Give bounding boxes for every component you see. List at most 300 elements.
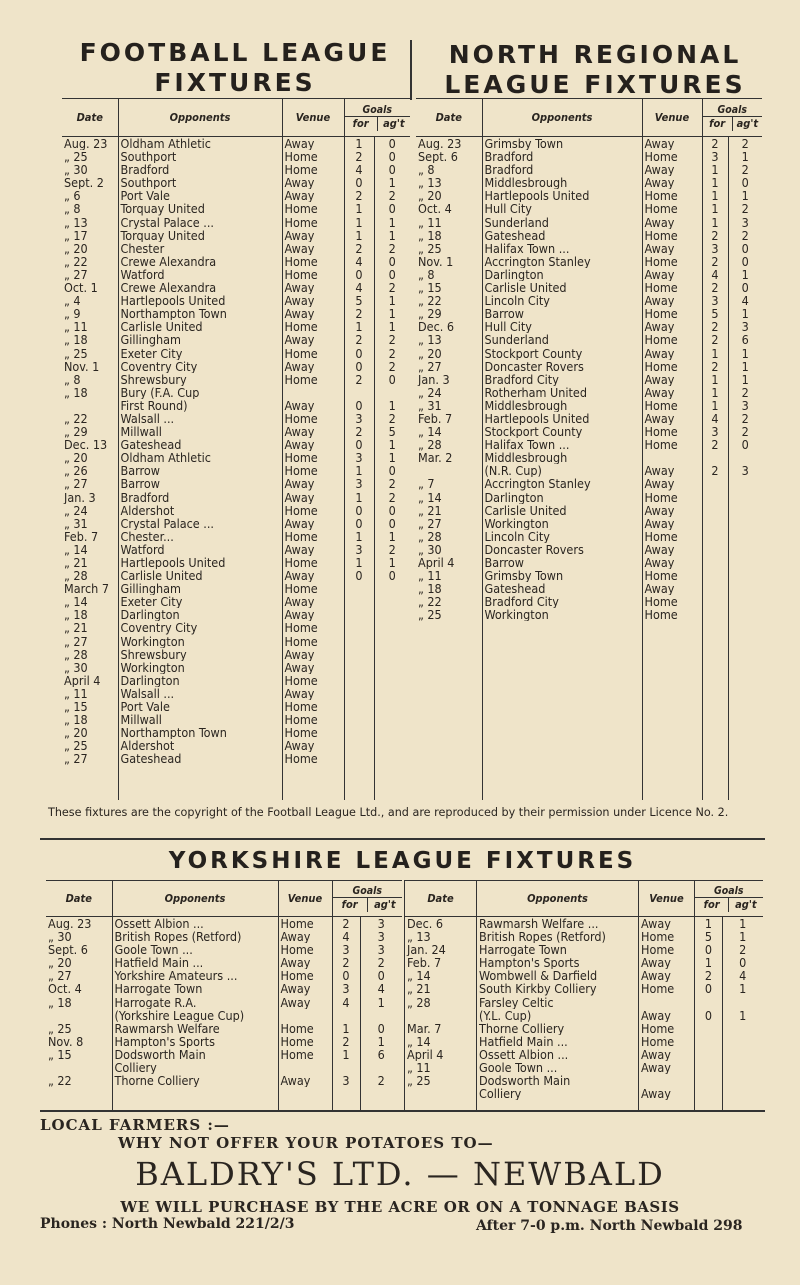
fixture-venue: Away — [282, 739, 344, 752]
fixture-row — [62, 294, 410, 307]
fixture-venue: Away — [282, 189, 344, 202]
fixture-goals-for: 2 — [344, 373, 374, 386]
fixture-row — [416, 451, 762, 464]
fixture-venue: Home — [282, 320, 344, 333]
fixture-goals-against: 2 — [728, 386, 762, 399]
fixture-venue: Home — [639, 943, 695, 956]
fixture-venue: Home — [639, 1022, 695, 1035]
fixture-row — [416, 320, 762, 333]
yl-right-date-header: Date — [405, 881, 477, 917]
fixture-date: „ 31 — [64, 516, 88, 530]
fixture-goals-for — [702, 582, 728, 595]
fixture-goals-against: 4 — [360, 982, 402, 995]
fixture-row — [416, 595, 762, 608]
fixture-row — [416, 386, 762, 399]
fixture-row — [62, 320, 410, 333]
fixture-goals-for: 1 — [344, 530, 374, 543]
fixture-goals-against: 2 — [360, 1074, 402, 1087]
fixture-venue: Away — [278, 996, 332, 1009]
fixture-date: „ 28 — [418, 529, 442, 543]
fixture-goals-for: 4 — [332, 930, 360, 943]
fixture-venue: Home — [282, 530, 344, 543]
fixture-opponent: Colliery — [477, 1087, 639, 1100]
fixture-date: „ 4 — [64, 294, 81, 308]
football-league-title — [70, 38, 400, 98]
filler-cell — [62, 766, 118, 801]
fixture-goals-against: 2 — [728, 425, 762, 438]
fixture-goals-against: 1 — [374, 556, 410, 569]
fixture-goals-against: 6 — [360, 1048, 402, 1061]
fixture-date: „ 20 — [64, 241, 88, 255]
fixture-goals-against: 0 — [374, 517, 410, 530]
fixture-row — [62, 595, 410, 608]
fixture-date: Dec. 6 — [405, 917, 477, 931]
fixture-venue: Away — [642, 517, 702, 530]
fixture-opponent: Millwall — [118, 713, 282, 726]
fixture-goals-for: 0 — [344, 504, 374, 517]
fixture-goals-against: 1 — [360, 1035, 402, 1048]
fixture-row — [46, 1061, 402, 1074]
fixture-venue: Away — [642, 176, 702, 189]
fixture-date: Aug. 23 — [418, 136, 462, 151]
nr-date-header: Date — [416, 99, 482, 137]
fixture-goals-for — [344, 608, 374, 621]
fixture-opponent: Gateshead — [482, 582, 642, 595]
fixture-date: March 7 — [64, 582, 109, 596]
fixture-opponent: British Ropes (Retford) — [477, 930, 639, 943]
fixture-goals-against — [723, 1048, 763, 1061]
nr-opponents-header: Opponents — [482, 99, 642, 137]
fixture-date: Nov. 1 — [64, 359, 100, 373]
yl-right-goals-label: Goals — [695, 886, 763, 898]
fixture-goals-for: 2 — [332, 956, 360, 969]
fixture-goals-for — [332, 1009, 360, 1022]
fixture-date: Feb. 7 — [418, 411, 453, 426]
fixture-row — [416, 517, 762, 530]
fixture-venue: Away — [642, 386, 702, 399]
filler-cell — [360, 1087, 402, 1110]
football-league-title-line2: FIXTURES — [154, 68, 316, 97]
fixture-date: „ 18 — [64, 713, 88, 727]
filler-cell — [639, 1100, 695, 1110]
fixture-row — [416, 242, 762, 255]
fixture-opponent: Walsall ... — [118, 412, 282, 425]
fixture-goals-against — [374, 661, 410, 674]
fixture-date: „ 27 — [64, 634, 88, 648]
fixture-row — [62, 635, 410, 648]
fixture-opponent: Gillingham — [118, 333, 282, 346]
fixture-opponent: Hull City — [482, 320, 642, 333]
fixture-venue: Away — [282, 661, 344, 674]
nr-against-header: ag't — [732, 117, 762, 131]
fixture-opponent: Shrewsbury — [118, 373, 282, 386]
fixture-venue: Away — [278, 930, 332, 943]
fixture-opponent: Lincoln City — [482, 294, 642, 307]
fixture-goals-for: 1 — [695, 917, 723, 931]
fixture-date: „ 14 — [418, 490, 442, 504]
fixture-date: „ 28 — [405, 996, 477, 1009]
fixture-venue: Home — [642, 399, 702, 412]
fixture-row — [62, 281, 410, 294]
fixture-goals-against: 1 — [360, 996, 402, 1009]
fixture-date: Sept. 6 — [418, 150, 458, 164]
fixture-venue: Away — [642, 504, 702, 517]
yl-right-against-header: ag't — [728, 898, 762, 912]
fixture-row — [46, 1074, 402, 1087]
fixture-row — [416, 608, 762, 621]
fixture-goals-against: 1 — [728, 189, 762, 202]
filler-cell — [477, 1100, 639, 1110]
fixture-date: „ 20 — [48, 956, 72, 970]
north-regional-title — [425, 40, 765, 100]
fixture-venue: Away — [282, 687, 344, 700]
fixture-date: „ 26 — [64, 464, 88, 478]
fixture-opponent: Northampton Town — [118, 726, 282, 739]
fixture-date: „ 6 — [64, 189, 81, 203]
fixture-goals-against — [723, 1087, 763, 1100]
fixture-goals-for — [344, 621, 374, 634]
fixture-opponent: Middlesbrough — [482, 451, 642, 464]
fixture-goals-for: 2 — [702, 464, 728, 477]
fixture-date: „ 27 — [418, 516, 442, 530]
fixture-goals-against: 2 — [360, 956, 402, 969]
fixture-goals-for: 1 — [702, 373, 728, 386]
fixture-row — [46, 996, 402, 1009]
fixture-opponent: Watford — [118, 268, 282, 281]
fixture-date: „ 13 — [64, 215, 88, 229]
fixture-date — [46, 1061, 112, 1074]
fixture-opponent: Goole Town ... — [112, 943, 278, 956]
fixture-row — [405, 1061, 763, 1074]
fixture-opponent: Gateshead — [118, 438, 282, 451]
fixture-date: „ 8 — [64, 372, 81, 386]
fixture-venue: Away — [282, 399, 344, 412]
fixture-goals-for — [695, 1048, 723, 1061]
fixture-date: „ 22 — [64, 411, 88, 426]
fixture-goals-against — [360, 1009, 402, 1022]
fixture-opponent: Barrow — [118, 464, 282, 477]
fixture-opponent: Carlisle United — [118, 569, 282, 582]
fixture-goals-for — [344, 700, 374, 713]
fixture-row — [62, 412, 410, 425]
fixture-goals-for: 2 — [702, 137, 728, 151]
fixture-goals-against: 1 — [728, 360, 762, 373]
fixture-venue: Away — [642, 347, 702, 360]
fixture-row — [405, 943, 763, 956]
fixture-goals-against — [374, 635, 410, 648]
fixture-row — [62, 752, 410, 765]
fixture-opponent: Harrogate R.A. — [112, 996, 278, 1009]
fixture-goals-against: 1 — [374, 438, 410, 451]
fixture-goals-against: 3 — [728, 320, 762, 333]
fixture-goals-against: 5 — [374, 425, 410, 438]
fixture-opponent: Stockport County — [482, 347, 642, 360]
fixture-row — [62, 726, 410, 739]
fixture-row — [416, 569, 762, 582]
fixture-date: Nov. 1 — [418, 254, 454, 268]
fixture-opponent: First Round) — [118, 399, 282, 412]
fixture-goals-against: 0 — [374, 504, 410, 517]
fixture-row — [62, 333, 410, 346]
yl-right-goals-header — [695, 881, 763, 917]
fixture-row — [62, 176, 410, 189]
fixture-venue: Home — [282, 556, 344, 569]
fixture-row — [416, 543, 762, 556]
fixture-date: Dec. 6 — [418, 320, 455, 334]
fixture-goals-against: 6 — [728, 333, 762, 346]
fixture-date: „ 29 — [418, 307, 442, 321]
fixture-goals-against — [728, 543, 762, 556]
fixture-row — [62, 399, 410, 412]
fixture-venue: Home — [278, 917, 332, 931]
fixture-venue: Away — [642, 294, 702, 307]
fixture-opponent: Millwall — [118, 425, 282, 438]
fixture-goals-for: 4 — [702, 412, 728, 425]
fixture-venue: Away — [282, 333, 344, 346]
fixture-goals-against: 0 — [360, 969, 402, 982]
fixture-goals-for — [344, 635, 374, 648]
fixture-goals-against: 1 — [723, 930, 763, 943]
fixture-venue: Away — [639, 956, 695, 969]
fixture-date: „ 18 — [418, 582, 442, 596]
fixture-goals-for — [695, 1061, 723, 1074]
fixture-goals-for: 3 — [344, 543, 374, 556]
fixture-goals-against — [374, 648, 410, 661]
table-filler-row — [62, 766, 410, 801]
fixture-venue: Home — [278, 943, 332, 956]
fixture-date: „ 25 — [405, 1074, 477, 1087]
fixture-venue — [642, 451, 702, 464]
fixture-row — [62, 582, 410, 595]
fl-against-header: ag't — [377, 117, 410, 131]
table-filler-row — [405, 1100, 763, 1110]
fixture-opponent: Exeter City — [118, 347, 282, 360]
fixture-goals-for: 3 — [344, 477, 374, 490]
fixture-venue: Home — [282, 216, 344, 229]
filler-cell — [702, 621, 728, 800]
fixture-goals-for: 2 — [702, 333, 728, 346]
fixture-goals-against: 0 — [728, 255, 762, 268]
yorkshire-right-table — [404, 880, 763, 1110]
fixture-goals-against: 1 — [374, 216, 410, 229]
fixture-row — [62, 438, 410, 451]
fixture-date: „ 15 — [64, 700, 88, 714]
fixture-goals-for: 0 — [344, 268, 374, 281]
fixture-date: „ 14 — [418, 425, 442, 439]
advert-line2: WHY NOT OFFER YOUR POTATOES TO— — [118, 1134, 494, 1152]
fixture-date: „ 25 — [64, 346, 88, 360]
fixture-venue: Away — [639, 1048, 695, 1061]
fixture-date: „ 24 — [418, 385, 442, 399]
fixture-row — [405, 1074, 763, 1087]
fixture-opponent: Ossett Albion ... — [477, 1048, 639, 1061]
fixture-goals-for — [695, 1022, 723, 1035]
fixture-row — [62, 464, 410, 477]
fixture-venue: Away — [642, 216, 702, 229]
fixture-venue: Home — [642, 333, 702, 346]
fixture-opponent: Darlington — [118, 608, 282, 621]
fixture-date: „ 18 — [64, 608, 88, 622]
fixture-goals-for: 1 — [344, 556, 374, 569]
yl-left-rows — [46, 917, 402, 1111]
fixture-date: „ 8 — [64, 202, 81, 216]
fixture-date: „ 28 — [64, 647, 88, 661]
fixture-goals-for: 2 — [332, 1035, 360, 1048]
yorkshire-bottom-rule — [40, 1110, 765, 1112]
fixture-row — [416, 530, 762, 543]
fixture-date: „ 20 — [418, 346, 442, 360]
fixture-date: Sept. 6 — [48, 943, 88, 957]
fixture-goals-for: 1 — [344, 320, 374, 333]
fixture-goals-against: 1 — [374, 530, 410, 543]
fixture-venue: Home — [282, 268, 344, 281]
fixture-row — [405, 1035, 763, 1048]
fixture-goals-for: 0 — [344, 569, 374, 582]
fixture-date: „ 30 — [48, 930, 72, 944]
fixture-date: „ 15 — [418, 281, 442, 295]
fixture-goals-for: 1 — [344, 491, 374, 504]
fixture-row — [416, 477, 762, 490]
fixture-opponent: Accrington Stanley — [482, 255, 642, 268]
fixture-date: „ 28 — [64, 569, 88, 583]
fixture-venue: Home — [642, 608, 702, 621]
fixture-opponent: Northampton Town — [118, 307, 282, 320]
fixture-row — [405, 996, 763, 1009]
fixture-opponent: Crewe Alexandra — [118, 281, 282, 294]
fixture-venue — [639, 996, 695, 1009]
fl-for-header: for — [352, 116, 369, 130]
fixture-date: „ 27 — [64, 752, 88, 766]
fixture-goals-for — [702, 543, 728, 556]
fixture-date: „ 8 — [418, 163, 435, 177]
fixture-venue: Home — [278, 1035, 332, 1048]
fixture-opponent: Workington — [482, 517, 642, 530]
fixture-opponent: Rotherham United — [482, 386, 642, 399]
fixture-venue: Away — [282, 569, 344, 582]
fixture-venue: Home — [282, 635, 344, 648]
fixture-row — [46, 1022, 402, 1035]
fixture-row — [46, 943, 402, 956]
fixture-goals-against — [374, 700, 410, 713]
table-filler-row — [416, 621, 762, 800]
fixture-opponent: Walsall ... — [118, 687, 282, 700]
fixture-date: „ 11 — [418, 569, 442, 583]
fixture-date: Jan. 3 — [418, 372, 450, 386]
fixture-date: Jan. 24 — [405, 943, 477, 956]
fl-opponents-header: Opponents — [118, 99, 282, 137]
fixture-venue: Away — [639, 969, 695, 982]
fixture-goals-for: 1 — [702, 176, 728, 189]
yl-left-for-header: for — [341, 897, 358, 911]
fixture-row — [62, 700, 410, 713]
fixture-date: „ 25 — [48, 1021, 72, 1035]
fixture-goals-against — [374, 739, 410, 752]
fixture-opponent: (Yorkshire League Cup) — [112, 1009, 278, 1022]
fixture-opponent: Doncaster Rovers — [482, 360, 642, 373]
fixture-goals-against — [728, 569, 762, 582]
fixture-goals-for — [702, 595, 728, 608]
fixture-goals-for: 1 — [702, 202, 728, 215]
fixture-row — [405, 1087, 763, 1100]
fixture-row — [416, 163, 762, 176]
fixture-opponent: Bradford — [482, 163, 642, 176]
fixture-date: „ 18 — [64, 385, 88, 399]
fixture-goals-against — [723, 1074, 763, 1087]
fixture-date: „ 14 — [64, 542, 88, 556]
yl-left-against-header: ag't — [367, 898, 402, 912]
fixture-opponent: Bradford — [118, 163, 282, 176]
fixture-goals-against: 0 — [723, 956, 763, 969]
fixture-goals-for: 2 — [702, 438, 728, 451]
fixture-goals-against: 0 — [728, 438, 762, 451]
fixture-goals-for — [344, 739, 374, 752]
fixture-date: „ 21 — [405, 982, 477, 995]
fixture-goals-for — [344, 674, 374, 687]
fixture-goals-against — [728, 530, 762, 543]
fixture-goals-against: 0 — [728, 281, 762, 294]
fixture-goals-for: 1 — [702, 189, 728, 202]
fixture-row — [62, 255, 410, 268]
fixture-venue: Away — [642, 543, 702, 556]
fixture-venue: Away — [282, 477, 344, 490]
fixture-opponent: Rawmarsh Welfare — [112, 1022, 278, 1035]
fixture-row — [46, 917, 402, 931]
fixture-goals-for: 1 — [702, 163, 728, 176]
fixture-goals-for: 5 — [702, 307, 728, 320]
fixture-opponent: Wombwell & Darfield — [477, 969, 639, 982]
fixture-venue: Home — [282, 726, 344, 739]
fixture-goals-against — [723, 1061, 763, 1074]
fixture-goals-against — [723, 1022, 763, 1035]
fixture-goals-against — [728, 556, 762, 569]
fixture-date: „ 18 — [418, 228, 442, 242]
fixture-date: „ 21 — [418, 503, 442, 517]
fixture-goals-against: 1 — [728, 268, 762, 281]
fixture-goals-against: 0 — [374, 137, 410, 151]
fixture-date: „ 27 — [418, 359, 442, 373]
fixture-goals-against: 1 — [723, 1009, 763, 1022]
fixture-goals-for: 4 — [702, 268, 728, 281]
fixture-goals-for: 0 — [695, 982, 723, 995]
fixture-venue: Away — [282, 294, 344, 307]
fixture-goals-for — [702, 517, 728, 530]
fixture-goals-for: 4 — [344, 255, 374, 268]
fixture-date: „ 13 — [418, 176, 442, 190]
fixture-goals-against — [728, 477, 762, 490]
fixture-goals-for — [695, 1035, 723, 1048]
fixture-date: Mar. 7 — [405, 1022, 477, 1035]
fixture-opponent: Port Vale — [118, 700, 282, 713]
fixture-goals-against: 1 — [374, 176, 410, 189]
fixture-goals-against — [374, 582, 410, 595]
fixture-opponent: Darlington — [118, 674, 282, 687]
fixture-row — [62, 687, 410, 700]
fixture-venue: Home — [642, 425, 702, 438]
fixture-row — [46, 1035, 402, 1048]
fixture-venue — [282, 386, 344, 399]
fixture-venue: Away — [282, 360, 344, 373]
fixture-row — [416, 347, 762, 360]
fixture-row — [62, 621, 410, 634]
fixture-venue: Away — [642, 137, 702, 151]
fixture-date: „ 27 — [64, 267, 88, 282]
fixture-date: Mar. 2 — [418, 451, 453, 465]
fixture-row — [62, 674, 410, 687]
fixture-goals-for — [695, 1074, 723, 1087]
fixture-opponent: Yorkshire Amateurs ... — [112, 969, 278, 982]
fixture-goals-for: 4 — [344, 163, 374, 176]
football-league-table — [62, 98, 410, 800]
